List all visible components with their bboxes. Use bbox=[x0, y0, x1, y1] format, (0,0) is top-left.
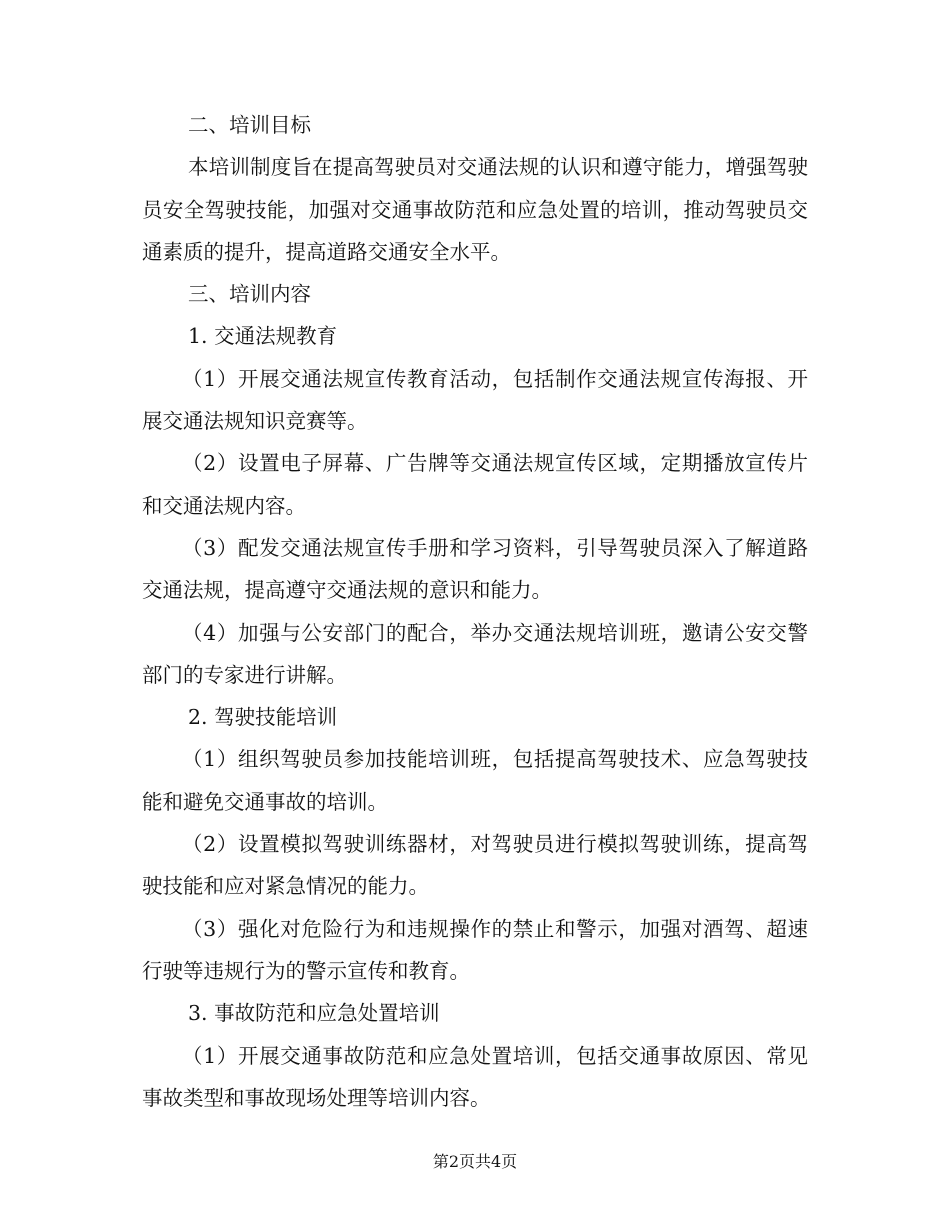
list-item: （1）组织驾驶员参加技能培训班，包括提高驾驶技术、应急驾驶技能和避免交通事故的培训。 bbox=[142, 747, 808, 814]
list-item: （1）开展交通法规宣传教育活动，包括制作交通法规宣传海报、开展交通法规知识竞赛等。 bbox=[142, 366, 808, 434]
subheading-driving-skill-training: 2. 驾驶技能培训 bbox=[188, 705, 338, 730]
document-body bbox=[142, 104, 808, 1119]
body-paragraph: 本培训制度旨在提高驾驶员对交通法规的认识和遵守能力，增强驾驶员安全驾驶技能，加强对交通事故防范和应急处置的培训，推动驾驶员交通素质的提升，提高道路交通安全水平。 bbox=[142, 155, 808, 264]
section-heading-training-content: 三、培训内容 bbox=[188, 282, 311, 307]
subheading-traffic-law-education: 1. 交通法规教育 bbox=[188, 324, 338, 349]
list-item: （4）加强与公安部门的配合，举办交通法规培训班，邀请公安交警部门的专家进行讲解。 bbox=[142, 620, 808, 687]
section-heading-training-goals: 二、培训目标 bbox=[188, 113, 311, 137]
list-item: （3）配发交通法规宣传手册和学习资料，引导驾驶员深入了解道路交通法规，提高遵守交通法规的意识和能力。 bbox=[142, 535, 808, 603]
list-item: （2）设置模拟驾驶训练器材，对驾驶员进行模拟驾驶训练，提高驾驶技能和应对紧急情况的能力。 bbox=[142, 832, 808, 899]
subheading-accident-prevention-training: 3. 事故防范和应急处置培训 bbox=[188, 1001, 440, 1026]
page-footer: 第2页共4页 bbox=[432, 1152, 518, 1171]
list-item: （1）开展交通事故防范和应急处置培训，包括交通事故原因、常见事故类型和事故现场处理等培训内容。 bbox=[142, 1043, 808, 1110]
list-item: （2）设置电子屏幕、广告牌等交通法规宣传区域，定期播放宣传片和交通法规内容。 bbox=[142, 451, 808, 518]
list-item: （3）强化对危险行为和违规操作的禁止和警示，加强对酒驾、超速行驶等违规行为的警示宣传和教育。 bbox=[142, 916, 808, 983]
